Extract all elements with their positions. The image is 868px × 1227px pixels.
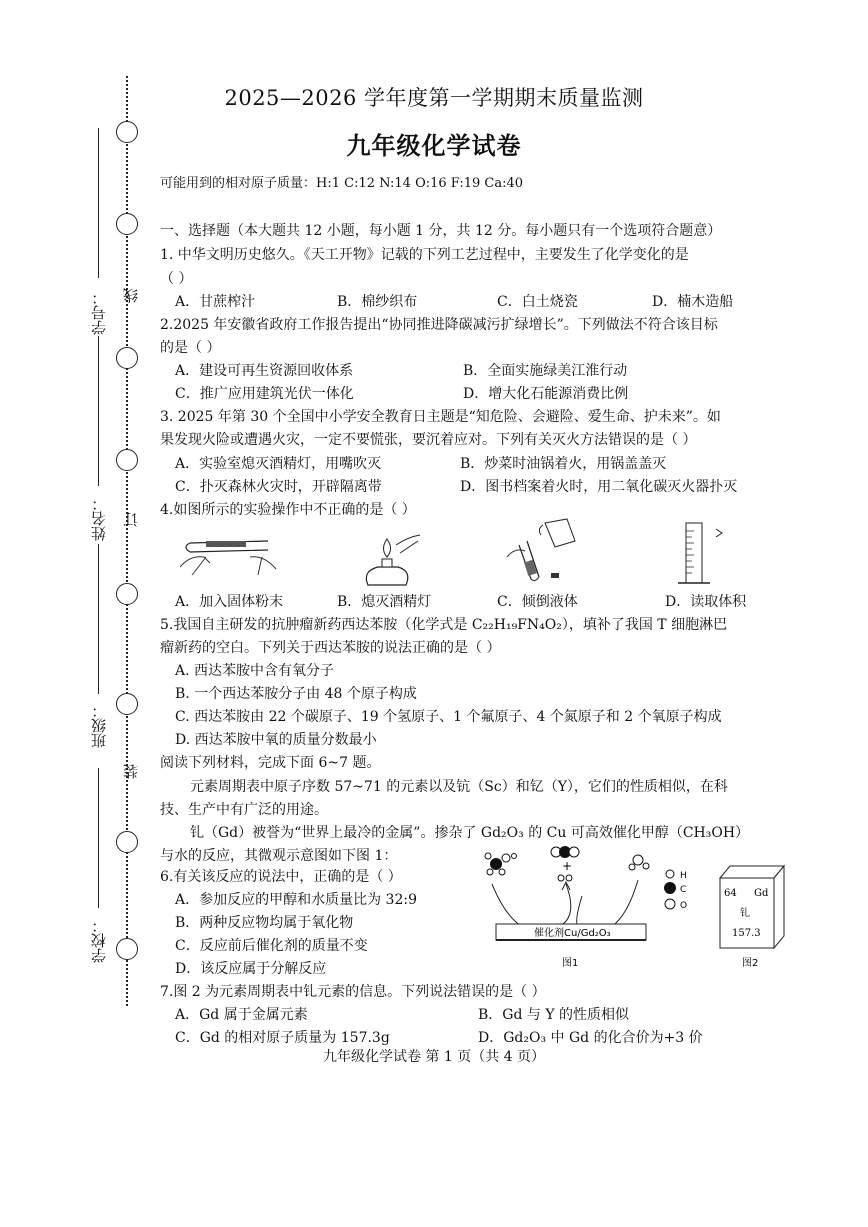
q7-stem: 7.图 2 为元素周期表中钆元素的信息。下列说法错误的是（ ） xyxy=(160,984,546,1000)
q6-option-b: B．两种反应物均属于氧化物 xyxy=(175,915,354,931)
q1-option-a: A．甘蔗榨汁 xyxy=(175,294,256,310)
q6-option-d: D．该反应属于分解反应 xyxy=(175,961,327,977)
q1-option-b: B．棉纱织布 xyxy=(337,294,418,310)
binding-hole xyxy=(116,938,138,960)
q5-formula: C₂₂H₁₉FN₄O₂ xyxy=(471,617,562,633)
figure-2-element-cell xyxy=(710,862,790,972)
school-label: 学校： xyxy=(90,918,108,963)
binding-mark-ding: 订 xyxy=(122,512,140,527)
q5-option-d: D. 西达苯胺中氧的质量分数最小 xyxy=(175,732,377,748)
element-name: 钆 xyxy=(740,908,750,919)
q6-option-a: A．参加反应的甲醇和水质量比为 32:9 xyxy=(175,892,417,908)
class-label: 班级： xyxy=(90,703,108,748)
q5-option-a: A. 西达苯胺中含有氧分子 xyxy=(175,663,335,679)
binding-hole xyxy=(116,693,138,715)
binding-mark-line: 线 xyxy=(122,288,140,303)
test-tube-powder-figure xyxy=(180,527,280,589)
atomic-number: 64 xyxy=(724,888,737,899)
q2-stem: 2.2025 年安徽省政府工作报告提出“协同推进降碳减污扩绿增长”。下列做法不符合该目标 xyxy=(160,317,718,333)
graduated-cylinder-figure xyxy=(672,519,732,591)
q7-option-d: D．Gd₂O₃ 中 Gd 的化合价为+3 价 xyxy=(478,1030,703,1046)
legend-h: H xyxy=(680,871,687,881)
pouring-liquid-figure xyxy=(503,517,583,589)
figure-2-caption: 图2 xyxy=(742,958,759,969)
q3-option-b: B．炒菜时油锅着火，用锅盖盖灭 xyxy=(460,456,667,472)
section-heading: 一、选择题（本大题共 12 小题，每小题 1 分，共 12 分。每小题只有一个选项符合题意） xyxy=(160,223,722,239)
page-footer: 九年级化学试卷 第 1 页（共 4 页） xyxy=(322,1049,546,1065)
q7-option-a: A．Gd 属于金属元素 xyxy=(175,1007,308,1023)
material-intro: 阅读下列材料，完成下面 6~7 题。 xyxy=(160,755,381,771)
q2-option-d: D．增大化石能源消费比例 xyxy=(463,386,629,402)
q5-option-b: B. 一个西达苯胺分子由 48 个原子构成 xyxy=(175,686,417,702)
atomic-masses: 可能用到的相对原子质量：H:1 C:12 N:14 O:16 F:19 Ca:40 xyxy=(160,176,524,191)
figure-1-caption: 图1 xyxy=(562,958,579,969)
binding-fill-line xyxy=(98,768,99,908)
binding-hole xyxy=(116,347,138,369)
exam-subtitle: 九年级化学试卷 xyxy=(346,131,522,160)
binding-hole xyxy=(116,831,138,853)
legend-o: O xyxy=(680,901,688,911)
binding-fill-line xyxy=(98,544,99,694)
q5-stem xyxy=(160,616,727,634)
q1-stem: 1. 中华文明历史悠久。《天工开物》记载的下列工艺过程中，主要发生了化学变化的是 xyxy=(160,247,689,263)
q2-option-b: B．全面实施绿美江淮行动 xyxy=(463,363,628,379)
material-paragraph-1: 元素周期表中原子序数 57~71 的元素以及钪（Sc）和钇（Y），它们的性质相似，在科 xyxy=(190,779,728,795)
q5-stem-pre: 5.我国自主研发的抗肿瘤新药西达苯胺（化学式是 xyxy=(160,617,472,633)
q4-option-d: D．读取体积 xyxy=(665,594,747,610)
q1-option-c: C．白土烧瓷 xyxy=(497,294,578,310)
q7-option-b: B．Gd 与 Y 的性质相似 xyxy=(478,1007,630,1023)
material-paragraph-2-cont: 与水的反应，其微观示意图如下图 1： xyxy=(160,848,398,864)
exam-title: 2025—2026 学年度第一学期期末质量监测 xyxy=(224,86,644,110)
q3-stem: 3. 2025 年第 30 个全国中小学安全教育日主题是“知危险、会避险、爱生命、护未来”。如 xyxy=(160,409,721,425)
binding-hole xyxy=(116,449,138,471)
student-name-label: 姓名： xyxy=(90,496,108,541)
q4-stem: 4.如图所示的实验操作中不正确的是（ ） xyxy=(160,502,416,518)
binding-mark-zhuang: 装 xyxy=(122,764,140,779)
q3-option-c: C．扑灭森林火灾时，开辟隔离带 xyxy=(175,479,382,495)
binding-hole xyxy=(116,583,138,605)
q1-paren: （ ） xyxy=(160,271,193,287)
element-symbol: Gd xyxy=(754,888,769,899)
binding-fill-line xyxy=(98,336,99,486)
legend-c: C xyxy=(680,885,687,895)
q5-option-c: C. 西达苯胺由 22 个碳原子、19 个氢原子、1 个氟原子、4 个氮原子和 2 个氧原子构成 xyxy=(175,709,722,725)
q2-stem-cont: 的是（ ） xyxy=(160,340,221,356)
q3-option-d: D．图书档案着火时，用二氧化碳灭火器扑灭 xyxy=(460,479,738,495)
binding-hole xyxy=(116,213,138,235)
q4-option-c: C．倾倒液体 xyxy=(497,594,578,610)
q7-option-c: C．Gd 的相对原子质量为 157.3g xyxy=(175,1030,390,1046)
student-id-label: 学号： xyxy=(90,290,108,335)
q2-option-c: C．推广应用建筑光伏一体化 xyxy=(175,386,354,402)
q6-option-c: C．反应前后催化剂的质量不变 xyxy=(175,938,368,954)
q3-stem-cont: 果发现火险或遭遇火灾，一定不要慌张，要沉着应对。下列有关灭火方法错误的是（ ） xyxy=(160,432,697,448)
q2-option-a: A．建设可再生资源回收体系 xyxy=(175,363,354,379)
figure-1-reaction-diagram xyxy=(478,840,698,972)
atomic-mass: 157.3 xyxy=(732,928,761,939)
q5-stem-post: ），填补了我国 T 细胞淋巴 xyxy=(561,617,728,633)
q4-option-b: B．熄灭酒精灯 xyxy=(337,594,432,610)
material-paragraph-2: 钆（Gd）被誉为“世界上最冷的金属”。掺杂了 Gd₂O₃ 的 Cu 可高效催化甲醇（CH₃OH） xyxy=(190,825,750,841)
q1-option-d: D．楠木造船 xyxy=(652,294,734,310)
alcohol-lamp-figure xyxy=(358,527,424,589)
material-paragraph-1-cont: 技、生产中有广泛的用途。 xyxy=(160,802,328,818)
plus-sign: + xyxy=(562,859,573,873)
catalyst-label: 催化剂Cu/Gd₂O₃ xyxy=(534,928,611,939)
q6-stem: 6.有关该反应的说法中，正确的是（ ） xyxy=(160,869,402,885)
q3-option-a: A．实验室熄灭酒精灯，用嘴吹灭 xyxy=(175,456,382,472)
q5-stem-cont: 瘤新药的空白。下列关于西达苯胺的说法正确的是（ ） xyxy=(160,640,501,656)
q4-option-a: A．加入固体粉末 xyxy=(175,594,284,610)
